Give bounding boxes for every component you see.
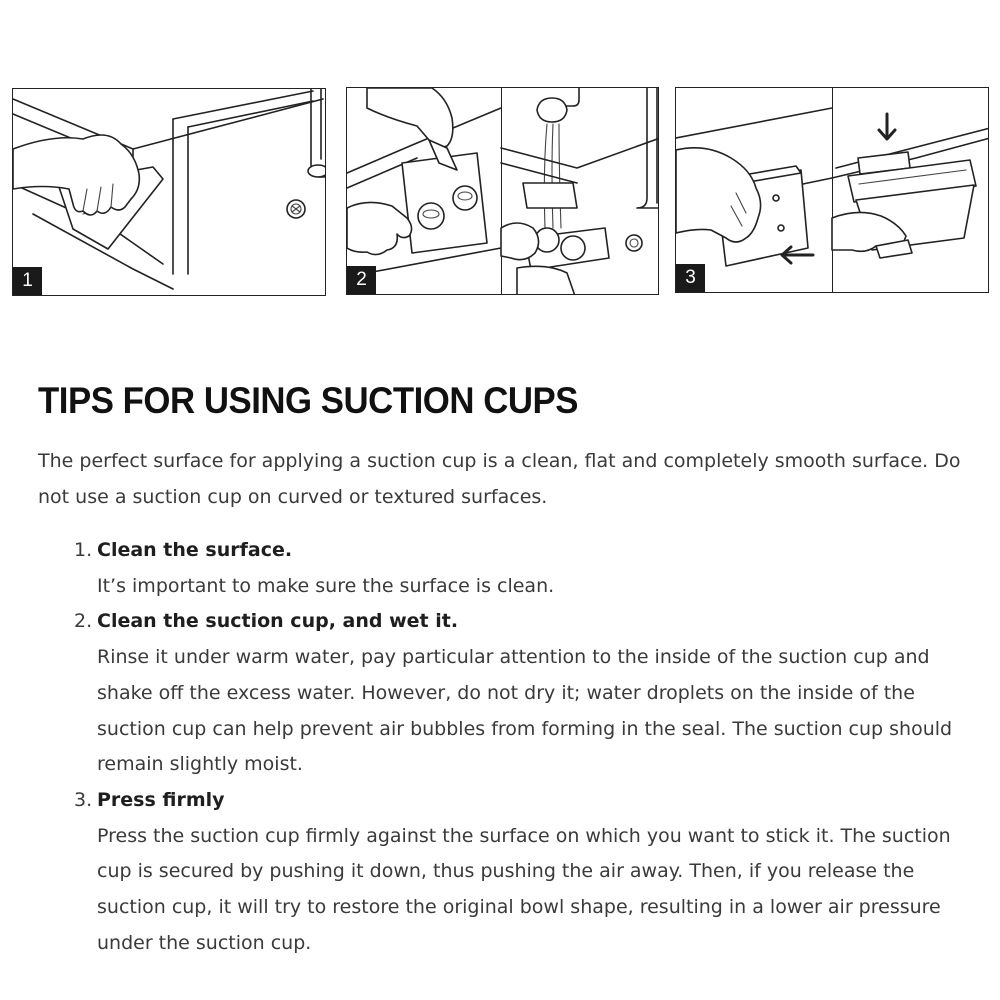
intro-paragraph: The perfect surface for applying a suction cup is a clean, flat and completely smooth surface. Do not use a suction cup on curved or textured surfaces.	[38, 450, 961, 508]
list-item-number: 3.	[74, 788, 93, 811]
list-item-number: 2.	[74, 610, 93, 633]
hand-wiping-sink-icon	[13, 89, 326, 296]
pressing-holder-onto-sink-icon	[676, 88, 989, 293]
tips-list	[38, 533, 973, 961]
step-2-badge: 2	[347, 266, 376, 294]
step-2-illustration-panel	[346, 87, 659, 295]
list-item-body: It’s important to make sure the surface is clean.	[97, 574, 555, 597]
list-item	[38, 533, 973, 604]
step-1-illustration-panel	[12, 88, 326, 296]
list-item-heading: Press firmly	[97, 788, 225, 811]
list-item-heading: Clean the surface.	[97, 539, 293, 561]
list-item	[38, 604, 973, 783]
list-item-body: Rinse it under warm water, pay particular attention to the inside of the suction cup and shake off the excess water. However, do not dry it; water droplets on the inside of the suction cup can help prevent air bubbles from forming in the seal. The suction cup should remain slightly moist.	[97, 646, 953, 776]
list-item-heading: Clean the suction cup, and wet it.	[97, 610, 459, 633]
list-item-number: 1.	[74, 539, 93, 561]
list-item-body: Press the suction cup firmly against the surface on which you want to stick it. The suction cup is secured by pushing it down, thus pushing the air away. Then, if you release the suction cup, it will try to restore the original bowl shape, resulting in a lower air pressure under the suction cup.	[97, 824, 951, 954]
list-item	[38, 783, 973, 962]
cleaning-and-rinsing-suction-cup-icon	[347, 88, 659, 295]
step-3-illustration-panel	[675, 87, 989, 293]
page-title: TIPS FOR USING SUCTION CUPS	[38, 380, 578, 421]
step-1-badge: 1	[13, 267, 42, 295]
step-3-badge: 3	[676, 264, 705, 292]
